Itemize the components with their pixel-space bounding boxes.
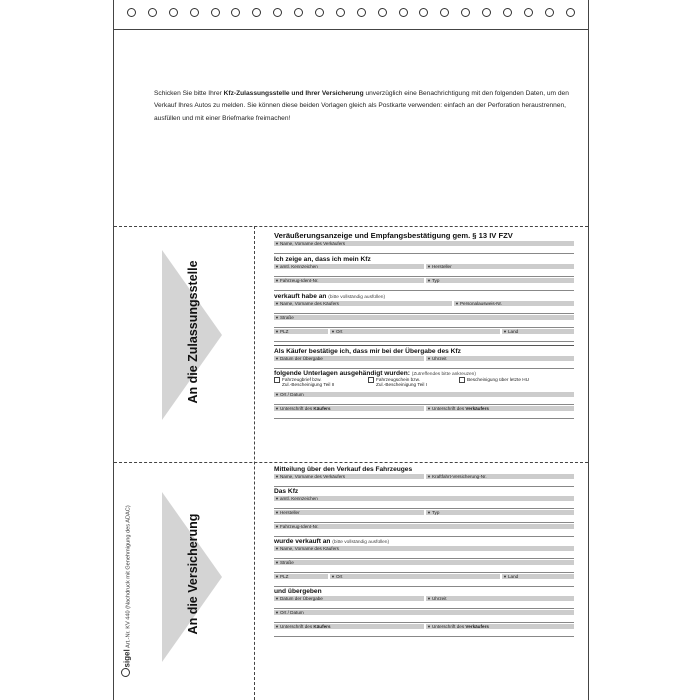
field-row xyxy=(274,574,574,587)
brand-name: sigel xyxy=(122,649,132,668)
fin-field[interactable]: ▼Fahrzeug-Ident-Nr. xyxy=(274,524,574,529)
checkbox-fahrzeugschein[interactable]: Fahrzeugschein bzw. Zul.-Bescheinigung Teil I xyxy=(368,377,427,387)
punch-hole xyxy=(419,8,428,17)
punch-hole xyxy=(461,8,470,17)
punch-hole xyxy=(273,8,282,17)
checkbox-box[interactable] xyxy=(274,377,280,383)
punch-hole xyxy=(231,8,240,17)
arrow-label-versicherung: An die Versicherung xyxy=(186,513,200,635)
field-row xyxy=(274,546,574,559)
punch-hole xyxy=(294,8,303,17)
uebergabe-date-field[interactable]: ▼Datum der Übergabe xyxy=(274,356,424,361)
field-row xyxy=(274,406,574,419)
field-row xyxy=(274,315,574,328)
perforation-line-middle[interactable] xyxy=(114,462,588,463)
punch-hole xyxy=(336,8,345,17)
perforation-holes xyxy=(127,8,575,22)
punch-hole xyxy=(148,8,157,17)
arrow-versicherung xyxy=(162,492,222,662)
strasse-field[interactable]: ▼Straße xyxy=(274,315,574,320)
punch-hole xyxy=(211,8,220,17)
punch-hole xyxy=(566,8,575,17)
buyer-signature-field[interactable]: ▼Unterschrift des Käufers xyxy=(274,406,424,411)
section-heading: und übergeben xyxy=(274,588,322,595)
plz-field[interactable]: ▼PLZ xyxy=(274,329,328,334)
buyer-name-field[interactable]: ▼Name, Vorname des Käufers xyxy=(274,301,452,306)
punch-hole xyxy=(482,8,491,17)
field-row xyxy=(274,278,574,291)
field-row xyxy=(274,510,574,523)
section-heading: Ich zeige an, dass ich mein Kfz xyxy=(274,256,371,263)
checkbox-hu[interactable]: Bescheinigung über letzte HU xyxy=(459,377,529,383)
punch-hole xyxy=(190,8,199,17)
field-row xyxy=(274,356,574,369)
section-heading: Als Käufer bestätige ich, dass mir bei der Übergabe des Kfz xyxy=(274,348,461,355)
hersteller-field[interactable]: ▼Hersteller xyxy=(426,264,574,269)
typ-field[interactable]: ▼Typ xyxy=(426,278,574,283)
punch-hole xyxy=(315,8,324,17)
field-row xyxy=(274,560,574,573)
punch-hole xyxy=(503,8,512,17)
field-row xyxy=(274,624,574,637)
punch-hole xyxy=(252,8,261,17)
section-heading: Das Kfz xyxy=(274,488,299,495)
field-row xyxy=(274,392,574,405)
perforation-line-top[interactable] xyxy=(114,226,588,227)
ort-datum-field[interactable]: ▼Ort / Datum xyxy=(274,392,574,397)
form-sheet xyxy=(113,0,589,700)
kennzeichen-field[interactable]: ▼amtl. Kennzeichen xyxy=(274,496,574,501)
land-field[interactable]: ▼Land xyxy=(502,574,574,579)
seller-signature-field[interactable]: ▼Unterschrift des Verkäufers xyxy=(426,624,574,629)
article-number: Art.-Nr. KV 440 (Nachdruck mit Genehmigung des ADAC) xyxy=(125,505,132,649)
section-divider xyxy=(274,345,574,346)
arrow-label-zulassungsstelle: An die Zulassungsstelle xyxy=(186,260,200,404)
card-versicherung xyxy=(274,466,574,637)
seller-name-field[interactable]: ▼Name, Vorname des Verkäufers xyxy=(274,474,424,479)
uebergabe-date-field[interactable]: ▼Datum der Übergabe xyxy=(274,596,424,601)
field-row xyxy=(274,610,574,623)
buyer-signature-field[interactable]: ▼Unterschrift des Käufers xyxy=(274,624,424,629)
card1-title: Veräußerungsanzeige und Empfangsbestätigung gem. § 13 IV FZV xyxy=(274,231,513,240)
card2-title: Mitteilung über den Verkauf des Fahrzeuges xyxy=(274,466,413,473)
checkbox-fahrzeugbrief[interactable]: Fahrzeugbrief bzw. Zul.-Bescheinigung Teil II xyxy=(274,377,334,387)
section-heading: wurde verkauft an (bitte vollständig ausfüllen) xyxy=(274,538,390,545)
fin-field[interactable]: ▼Fahrzeug-Ident-Nr. xyxy=(274,278,424,283)
seller-name-field[interactable]: ▼Name, Vorname des Verkäufers xyxy=(274,241,574,246)
punch-hole xyxy=(399,8,408,17)
field-row xyxy=(274,596,574,609)
field-row xyxy=(274,301,574,314)
punch-hole xyxy=(440,8,449,17)
plz-field[interactable]: ▼PLZ xyxy=(274,574,328,579)
ort-field[interactable]: ▼Ort xyxy=(330,574,500,579)
ausweis-field[interactable]: ▼Personalausweis-Nr. xyxy=(454,301,574,306)
brand-logo-icon xyxy=(121,668,130,677)
land-field[interactable]: ▼Land xyxy=(502,329,574,334)
field-row xyxy=(274,264,574,277)
intro-text: Schicken Sie bitte Ihrer Kfz-Zulassungsstelle und Ihrer Versicherung unverzüglich eine Benachrichtigung mit den folgenden Daten, um den Verkauf Ihres Autos zu melden. Sie können diese beiden Vorlagen gleich als Postkarte verwenden: einfach an der Perforation heraustrennen, ausfüllen und mit einer Briefmarke freimachen! xyxy=(154,90,569,122)
card-zulassungsstelle xyxy=(274,231,574,419)
checkbox-box[interactable] xyxy=(368,377,374,383)
hersteller-field[interactable]: ▼Hersteller xyxy=(274,510,424,515)
perforation-line-vertical[interactable] xyxy=(254,226,255,700)
uhrzeit-field[interactable]: ▼Uhrzeit xyxy=(426,596,574,601)
field-row xyxy=(274,524,574,537)
punch-hole xyxy=(169,8,178,17)
section-heading: verkauft habe an (bitte vollständig ausfüllen) xyxy=(274,293,386,300)
field-row xyxy=(274,496,574,509)
punch-hole xyxy=(545,8,554,17)
field-row xyxy=(274,474,574,487)
punch-hole xyxy=(524,8,533,17)
field-row xyxy=(274,241,574,254)
typ-field[interactable]: ▼Typ xyxy=(426,510,574,515)
checkbox-box[interactable] xyxy=(459,377,465,383)
strasse-field[interactable]: ▼Straße xyxy=(274,560,574,565)
documents-checkboxes xyxy=(274,377,574,391)
punch-hole xyxy=(357,8,366,17)
ort-datum-field[interactable]: ▼Ort / Datum xyxy=(274,610,574,615)
top-border xyxy=(114,29,588,30)
punch-hole xyxy=(127,8,136,17)
buyer-name-field[interactable]: ▼Name, Vorname des Käufers xyxy=(274,546,574,551)
punch-hole xyxy=(378,8,387,17)
uhrzeit-field[interactable]: ▼Uhrzeit xyxy=(426,356,574,361)
kennzeichen-field[interactable]: ▼amtl. Kennzeichen xyxy=(274,264,424,269)
seller-signature-field[interactable]: ▼Unterschrift des Verkäufers xyxy=(426,406,574,411)
section-heading: folgende Unterlagen ausgehändigt wurden: (Zutreffendes bitte ankreuzen) xyxy=(274,370,476,377)
arrow-zulassungsstelle xyxy=(162,250,222,420)
ort-field[interactable]: ▼Ort xyxy=(330,329,500,334)
field-row xyxy=(274,329,574,342)
insurance-number-field[interactable]: ▼Kraftfahrt-Versicherung-Nr. xyxy=(426,474,574,479)
publisher-note xyxy=(112,490,142,680)
